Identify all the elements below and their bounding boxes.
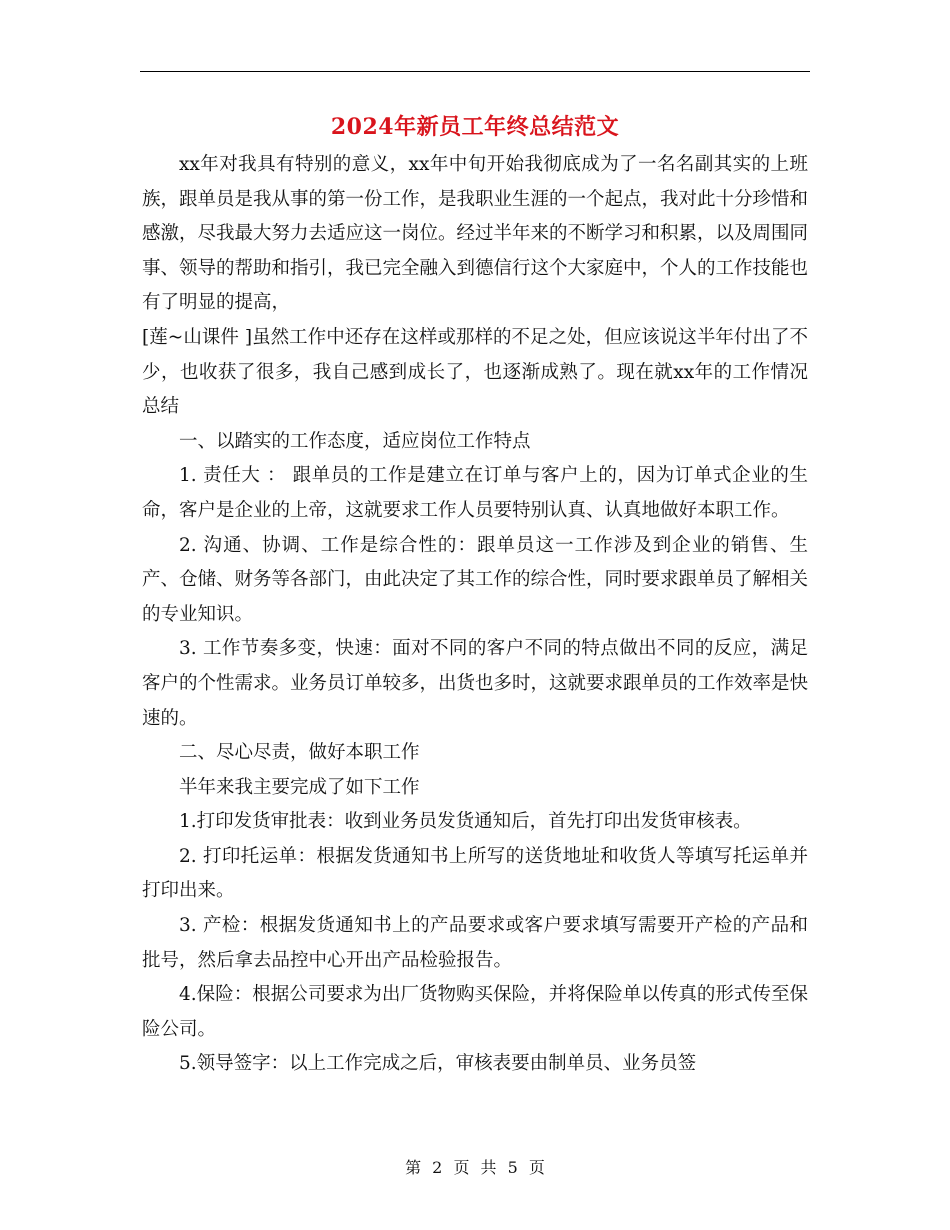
paragraph: 半年来我主要完成了如下工作 (179, 776, 420, 798)
paragraph: 2. 沟通、协调、工作是综合性的：跟单员这一工作涉及到企业的销售、生产、仓储、财务等各部门，由此决定了其工作的综合性，同时要求跟单员了解相关的专业知识。 (142, 534, 809, 625)
section-heading: 二、尽心尽责，做好本职工作 (179, 742, 420, 764)
paragraph: xx年对我具有特别的意义，xx年中旬开始我彻底成为了一名名副其实的上班族，跟单员是我从事的第一份工作，是我职业生涯的一个起点，我对此十分珍惜和感激，尽我最大努力去适应这一岗位。经过半年来的不断学习和积累，以及周围同事、领导的帮助和指引，我已完全融入到德信行这个大家庭中，个人的工作技能也有了明显的提高， (142, 154, 809, 314)
document-body (142, 148, 808, 1082)
paragraph: 1. 责任大 ： 跟单员的工作是建立在订单与客户上的，因为订单式企业的生命，客户是企业的上帝，这就要求工作人员要特别认真、认真地做好本职工作。 (142, 465, 808, 521)
paragraph: 4.保险：根据公司要求为出厂货物购买保险，并将保险单以传真的形式传至保险公司。 (142, 984, 808, 1040)
paragraph: 1.打印发货审批表：收到业务员发货通知后，首先打印出发货审核表。 (179, 811, 752, 833)
paragraph: 5.领导签字：以上工作完成之后，审核表要由制单员、业务员签 (179, 1053, 697, 1075)
paragraph: 3. 工作节奏多变，快速：面对不同的客户不同的特点做出不同的反应，满足客户的个性需求。业务员订单较多，出货也多时，这就要求跟单员的工作效率是快速的。 (142, 638, 809, 729)
header-rule (140, 71, 810, 72)
paragraph: [莲~山课件 ]虽然工作中还存在这样或那样的不足之处，但应该说这半年付出了不少，也收获了很多，我自己感到成长了，也逐渐成熟了。现在就xx年的工作情况总结 (142, 326, 808, 418)
section-heading: 一、以踏实的工作态度，适应岗位工作特点 (179, 430, 531, 452)
paragraph: 3. 产检：根据发货通知书上的产品要求或客户要求填写需要开产检的产品和批号，然后拿去品控中心开出产品检验报告。 (142, 915, 808, 971)
page-number: 第 2 页 共 5 页 (405, 1158, 545, 1177)
document-title: 2024年新员工年终总结范文 (330, 114, 620, 140)
paragraph: 2. 打印托运单：根据发货通知书上所写的送货地址和收货人等填写托运单并打印出来。 (142, 845, 808, 902)
